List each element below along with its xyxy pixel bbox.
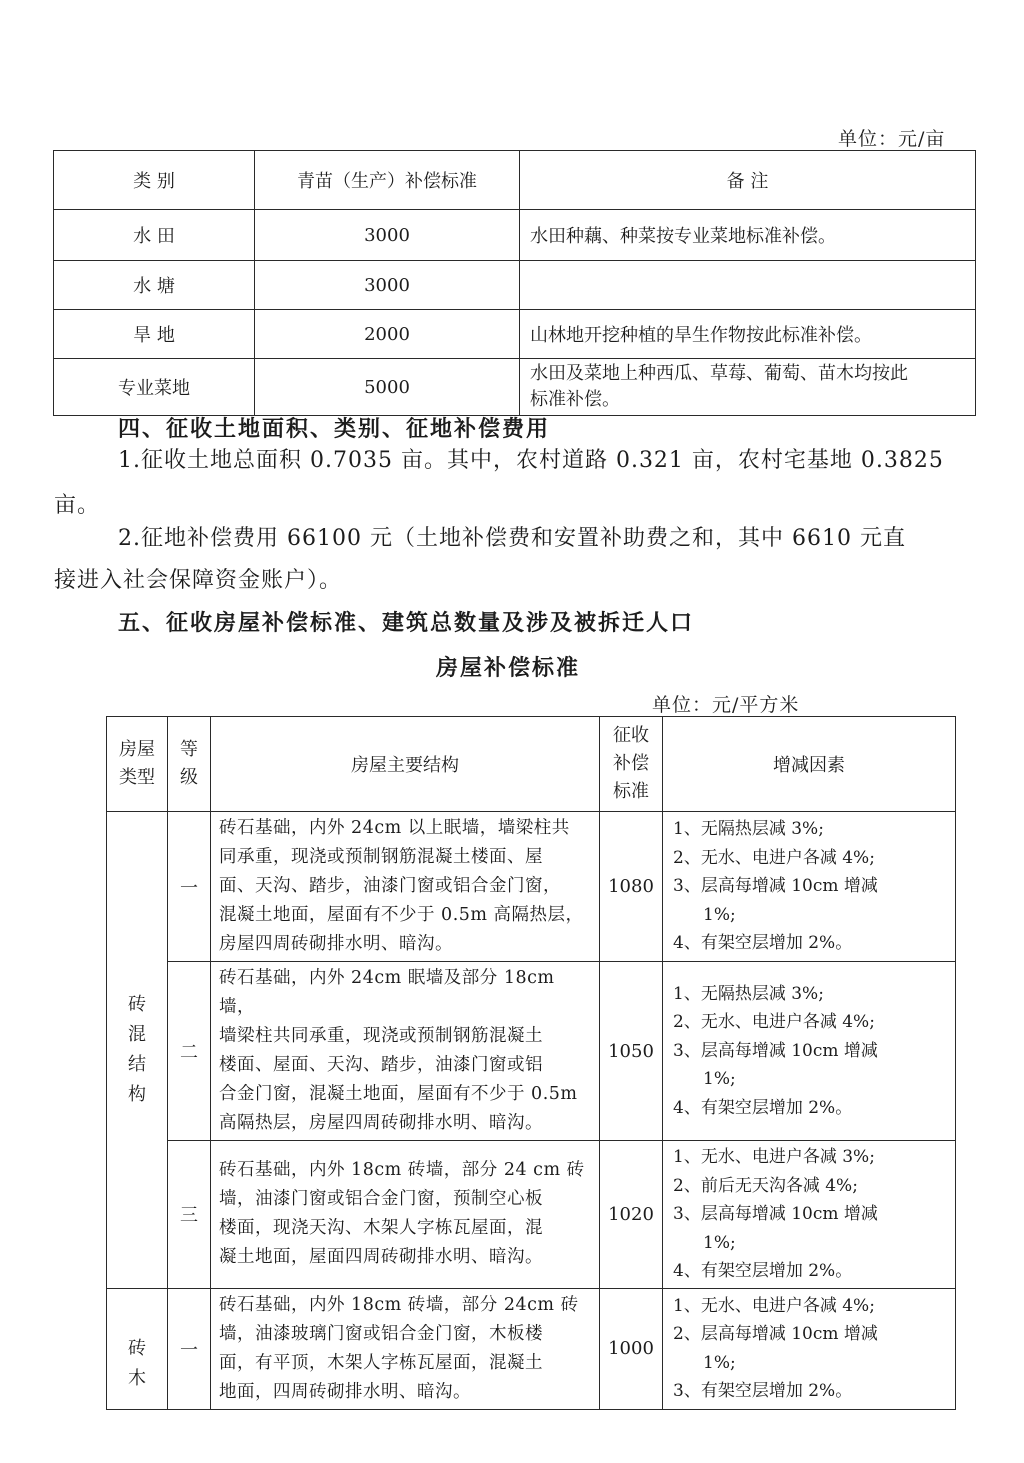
cell-factors: 1、无水、电进户各减 3%; 2、前后无天沟各减 4%; 3、层高每增减 10cm 增减 1%; 4、有架空层增加 2%。: [663, 1141, 956, 1289]
crop-unit-label: 单位：元/亩: [838, 128, 946, 150]
table-row: [54, 310, 976, 359]
cell-price: 1050: [600, 962, 663, 1141]
cell-factors: 1、无水、电进户各减 4%; 2、层高每增减 10cm 增减 1%; 3、有架空层增加 2%。: [663, 1288, 956, 1409]
cell-type: 水 田: [54, 210, 255, 261]
header-standard: 征收 补偿 标准: [600, 717, 663, 812]
table-title: 房屋补偿标准: [436, 655, 581, 681]
cell-type: 水 塘: [54, 261, 255, 310]
house-compensation-table: [106, 716, 956, 1410]
cell-standard: 3000: [255, 261, 520, 310]
crop-compensation-table: [53, 150, 976, 416]
section-five-title: 五、征收房屋补偿标准、建筑总数量及涉及被拆迁人口: [118, 610, 695, 636]
cell-house-type: 砖 混 结 构: [107, 812, 168, 1289]
cell-note: 山林地开挖种植的旱生作物按此标准补偿。: [520, 310, 976, 359]
cell-grade: 三: [168, 1141, 211, 1289]
cell-price: 1080: [600, 812, 663, 962]
paragraph-line: 1.征收土地总面积 0.7035 亩。其中，农村道路 0.321 亩，农村宅基地 0.3825: [118, 448, 944, 473]
header-standard: 青苗（生产）补偿标准: [255, 151, 520, 210]
table-row: [54, 359, 976, 416]
cell-grade: 一: [168, 1288, 211, 1409]
cell-standard: 2000: [255, 310, 520, 359]
cell-structure: 砖石基础，内外 24cm 眠墙及部分 18cm 墙， 墙梁柱共同承重，现浇或预制钢筋混凝土 楼面、屋面、天沟、踏步，油漆门窗或铝 合金门窗，混凝土地面，屋面有不少于 0.5m 高隔热层，房屋四周砖砌排水明、暗沟。: [211, 962, 600, 1141]
table-header-row: [107, 717, 956, 812]
cell-factors: 1、无隔热层减 3%; 2、无水、电进户各减 4%; 3、层高每增减 10cm 增减 1%; 4、有架空层增加 2%。: [663, 812, 956, 962]
house-unit-label: 单位：元/平方米: [652, 694, 800, 716]
note-line: 水田及菜地上种西瓜、草莓、葡萄、苗木均按此: [530, 363, 908, 384]
cell-standard: 3000: [255, 210, 520, 261]
table-row: [107, 962, 956, 1141]
header-type: 类 别: [54, 151, 255, 210]
cell-price: 1000: [600, 1288, 663, 1409]
cell-note: [520, 359, 976, 416]
cell-structure: 砖石基础，内外 18cm 砖墙，部分 24cm 砖 墙，油漆玻璃门窗或铝合金门窗，木板楼 面，有平顶，木架人字栋瓦屋面，混凝土 地面，四周砖砌排水明、暗沟。: [211, 1288, 600, 1409]
cell-structure: 砖石基础，内外 24cm 以上眠墙，墙梁柱共 同承重，现浇或预制钢筋混凝土楼面、屋 面、天沟、踏步，油漆门窗或铝合金门窗， 混凝土地面，屋面有不少于 0.5m 高隔热层， 房屋四周砖砌排水明、暗沟。: [211, 812, 600, 962]
cell-house-type: 砖 木: [107, 1288, 168, 1409]
note-line: 标准补偿。: [530, 389, 620, 410]
table-row: [107, 812, 956, 962]
header-note: 备 注: [520, 151, 976, 210]
header-grade: 等 级: [168, 717, 211, 812]
table-row: [107, 1288, 956, 1409]
cell-note: [520, 261, 976, 310]
paragraph-line: 接进入社会保障资金账户）。: [54, 568, 343, 593]
paragraph-line: 亩。: [54, 493, 101, 518]
cell-factors: 1、无隔热层减 3%; 2、无水、电进户各减 4%; 3、层高每增减 10cm 增减 1%; 4、有架空层增加 2%。: [663, 962, 956, 1141]
cell-grade: 一: [168, 812, 211, 962]
cell-type: 旱 地: [54, 310, 255, 359]
cell-grade: 二: [168, 962, 211, 1141]
table-header-row: [54, 151, 976, 210]
cell-type: 专业菜地: [54, 359, 255, 416]
table-row: [54, 210, 976, 261]
header-structure: 房屋主要结构: [211, 717, 600, 812]
cell-structure: 砖石基础，内外 18cm 砖墙，部分 24 cm 砖 墙，油漆门窗或铝合金门窗，预制空心板 楼面，现浇天沟、木架人字栋瓦屋面，混 凝土地面，屋面四周砖砌排水明、暗沟。: [211, 1141, 600, 1289]
cell-note: 水田种藕、种菜按专业菜地标准补偿。: [520, 210, 976, 261]
cell-standard: 5000: [255, 359, 520, 416]
table-row: [107, 1141, 956, 1289]
cell-price: 1020: [600, 1141, 663, 1289]
header-factors: 增减因素: [663, 717, 956, 812]
header-house-type: 房屋 类型: [107, 717, 168, 812]
paragraph-line: 2.征地补偿费用 66100 元（土地补偿费和安置补助费之和，其中 6610 元直: [118, 526, 906, 551]
table-row: [54, 261, 976, 310]
section-four-title: 四、征收土地面积、类别、征地补偿费用: [118, 416, 551, 442]
